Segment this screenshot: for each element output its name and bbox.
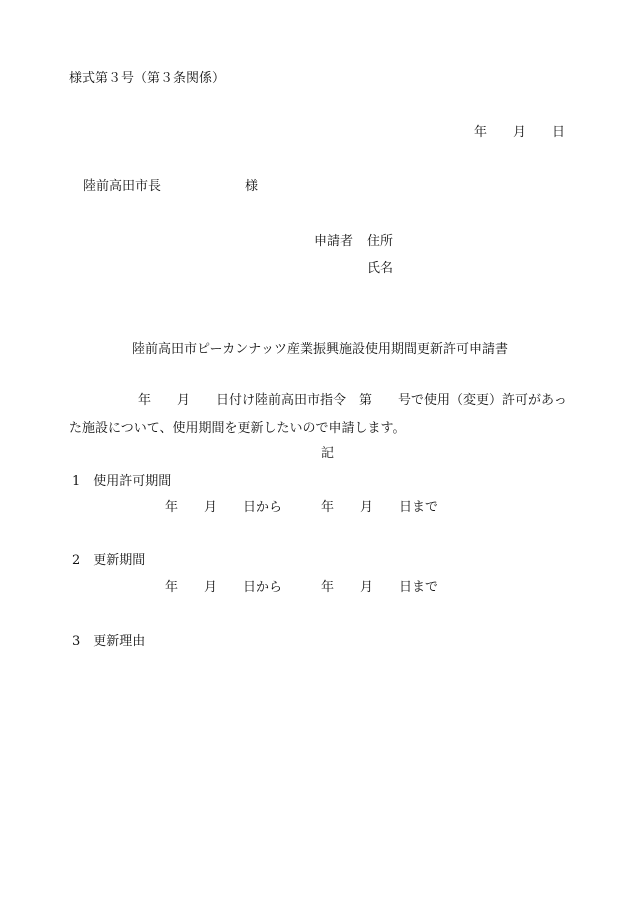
form-number: 様式第３号（第３条関係） xyxy=(69,71,226,86)
item-1-period: 年 月 日から 年 月 日まで xyxy=(165,500,439,515)
applicant-name-label: 氏名 xyxy=(367,261,394,276)
item-3-label: 3 更新理由 xyxy=(72,634,146,649)
date-line: 年 月 日 xyxy=(474,125,566,140)
item-2-label: 2 更新期間 xyxy=(72,553,146,568)
applicant-label: 申請者 xyxy=(314,234,354,249)
item-1-label: 1 使用許可期間 xyxy=(72,474,172,489)
body-text-line-2: た施設について、使用期間を更新したいので申請します。 xyxy=(69,421,406,436)
addressee-name: 陸前高田市長 xyxy=(83,179,162,194)
document-title: 陸前高田市ピーカンナッツ産業振興施設使用期間更新許可申請書 xyxy=(132,342,508,357)
applicant-address-label: 住所 xyxy=(367,234,394,249)
item-2-period: 年 月 日から 年 月 日まで xyxy=(165,580,439,595)
addressee-honorific: 様 xyxy=(245,179,259,194)
body-text-line-1: 年 月 日付け陸前高田市指令 第 号で使用（変更）許可があっ xyxy=(138,393,567,408)
ki-heading: 記 xyxy=(321,446,335,461)
